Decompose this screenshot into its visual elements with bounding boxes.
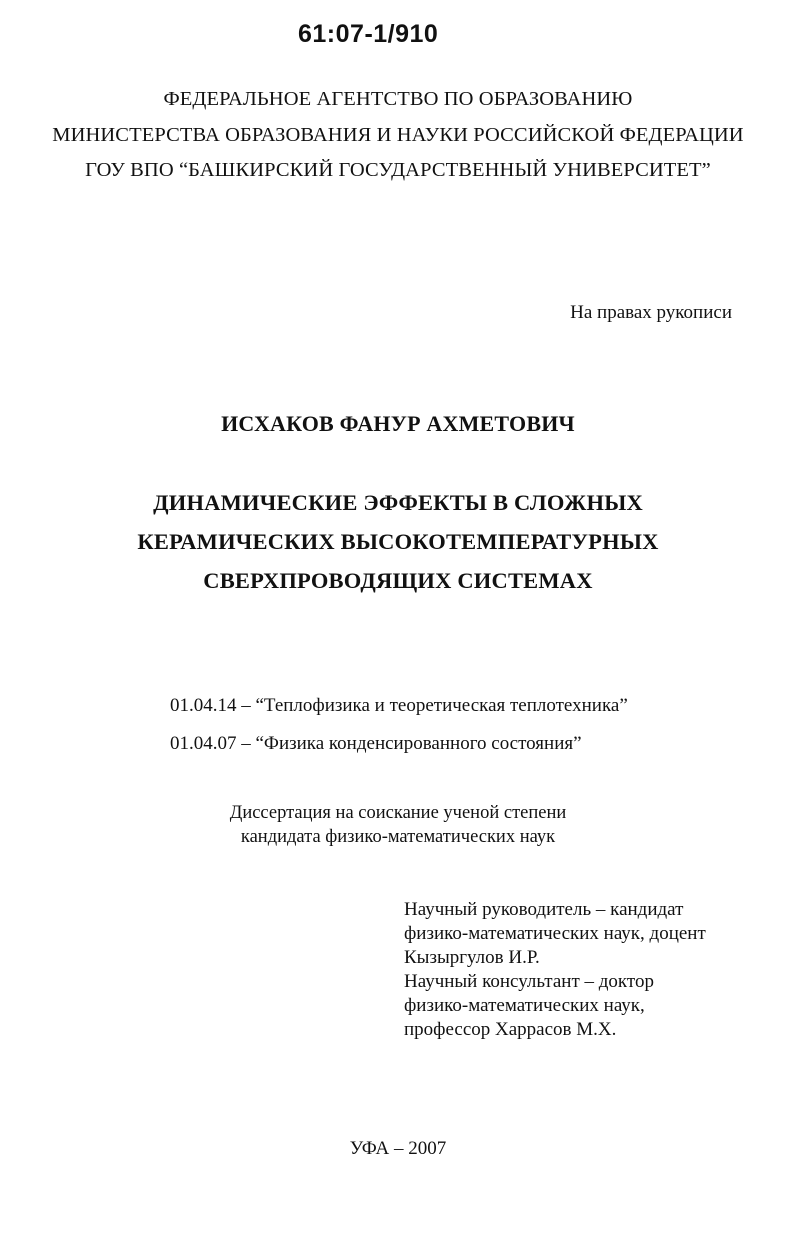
degree-statement-line-2: кандидата физико-математических наук <box>240 827 556 847</box>
supervisor-line-3: Кызыргулов И.Р. <box>404 947 540 968</box>
specialty-line-1: 01.04.14 – “Теплофизика и теоретическая теплотехника” <box>170 695 628 716</box>
supervisor-line-2: физико-математических наук, доцент <box>404 923 706 944</box>
city-year: УФА – 2007 <box>349 1138 447 1159</box>
specialty-line-2: 01.04.07 – “Физика конденсированного состояния” <box>170 733 582 754</box>
dissertation-title-line-1: ДИНАМИЧЕСКИЕ ЭФФЕКТЫ В СЛОЖНЫХ <box>153 490 643 515</box>
dissertation-title-line-3: СВЕРХПРОВОДЯЩИХ СИСТЕМАХ <box>203 568 593 593</box>
degree-statement-line-1: Диссертация на соискание ученой степени <box>229 803 567 823</box>
organization-line-3: ГОУ ВПО “БАШКИРСКИЙ ГОСУДАРСТВЕННЫЙ УНИВЕРСИТЕТ” <box>85 159 711 181</box>
supervisor-line-1: Научный руководитель – кандидат <box>404 899 684 920</box>
catalog-number: 61:07-1/910 <box>298 20 439 48</box>
organization-line-2: МИНИСТЕРСТВА ОБРАЗОВАНИЯ И НАУКИ РОССИЙСКОЙ ФЕДЕРАЦИИ <box>52 124 744 146</box>
consultant-line-1: Научный консультант – доктор <box>404 971 654 992</box>
consultant-line-3: профессор Харрасов М.Х. <box>404 1019 617 1040</box>
consultant-line-2: физико-математических наук, <box>404 995 645 1016</box>
manuscript-rights-note: На правах рукописи <box>570 302 732 323</box>
organization-line-1: ФЕДЕРАЛЬНОЕ АГЕНТСТВО ПО ОБРАЗОВАНИЮ <box>163 88 633 110</box>
dissertation-title-line-2: КЕРАМИЧЕСКИХ ВЫСОКОТЕМПЕРАТУРНЫХ <box>137 529 659 554</box>
author-name: ИСХАКОВ ФАНУР АХМЕТОВИЧ <box>221 411 575 436</box>
